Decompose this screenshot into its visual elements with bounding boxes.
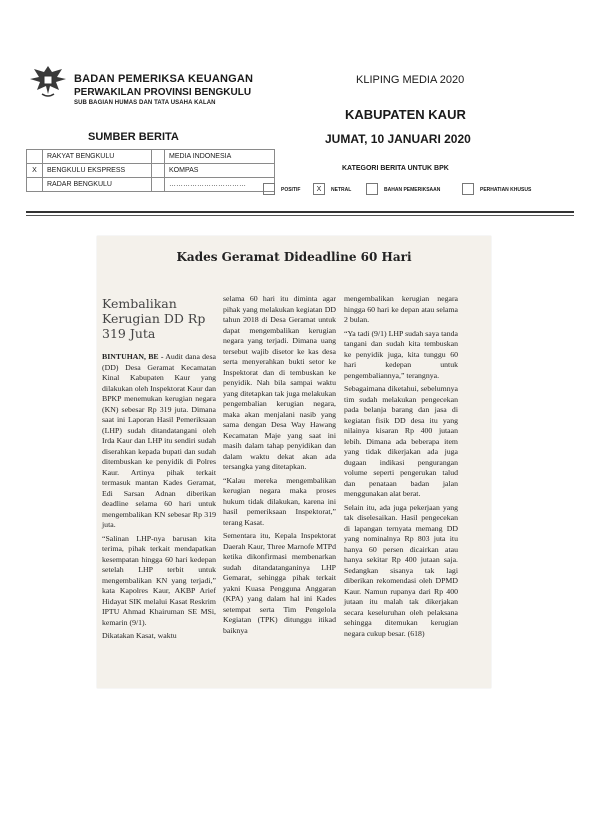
source-mark [152,164,165,178]
source-name: …………………………… [165,178,275,192]
source-mark [152,150,165,164]
category-label-positif: POSITIF [281,187,301,193]
paragraph: Selain itu, ada juga pekerjaan yang tak diselesaikan. Hasil pengecekan di lapangan ternyata memang DD yang nominalnya Rp 803 juta itu hanya 60 persen dicairkan atau hanya sekitar Rp 400 jutaan saja. Sedangkan sisanya tak lagi diberikan rekomendasi oleh DPMD Kaur. Namun rupanya dari Rp 400 jutaan itu malah tak dikerjakan secara keseluruhan oleh pelaksana sehingga ditemukan kerugian negara cukup besar. (618) [344,502,458,638]
paragraph: mengembalikan kerugian negara hingga 60 hari ke depan atau selama 2 bulan. [344,294,458,324]
region-title: KABUPATEN KAUR [345,107,466,122]
garuda-emblem-icon [28,60,68,100]
source-mark [152,178,165,192]
paragraph-text: Audit dana desa (DD) Desa Geramat Kecamatan Kinal Kabupaten Kaur yang dilakukan oleh Inspektorat Kaur dan BPKP menemukan kerugian negara (KN) sebesar Rp 319 juta. Dimana saat ini Laporan Hasil Pemeriksaan (LHP) sudah ditandatangani oleh Irda Kaur dan LHP itu sendiri sudah diserahkan kepada bupati dan sudah ditembuskan ke penyidik di Polres Kaur. Artinya pihak terkait termasuk mantan Kades Geramat, Edi Sarsan Adnan diberikan deadline selama 60 hari untuk mengembalikan KN sebesar Rp 319 juta. [102,352,216,529]
source-mark: X [27,164,43,178]
header-divider [26,215,574,216]
org-name: BADAN PEMERIKSA KEUANGAN [74,73,254,85]
sources-table [26,149,275,192]
source-row [27,150,275,164]
article-column-2 [223,294,336,636]
source-row [27,164,275,178]
category-checkbox-bahan-pemeriksaan[interactable] [366,183,378,195]
article-column-3 [344,294,458,639]
article-headline: Kades Geramat Dideadline 60 Hari [176,250,412,264]
dateline: BINTUHAN, BE - [102,352,164,361]
category-label-bahan-pemeriksaan: BAHAN PEMERIKSAAN [384,187,441,193]
paragraph: Sebagaimana diketahui, sebelumnya tim sudah melakukan pengecekan pada belanja barang dan jasa di kegiatan fisik DD desa itu yang nilainya kisaran Rp 400 jutaan lebih. Dimana ada beberapa item yang tidak dikerjakan ada juga dugaan indikasi pengurangan volume seperti pengerukan talud dan penataan badan jalan menggunakan alat berat. [344,384,458,498]
header-divider [26,211,574,213]
paragraph: Dikatakan Kasat, waktu [102,631,177,640]
category-title: KATEGORI BERITA UNTUK BPK [342,165,449,172]
paragraph: “Ya tadi (9/1) LHP sudah saya tanda tangani dan sudah kita tembuskan ke penyidik juga, kita tunggu 60 hari kedepan untuk pengembaliannya,” terangnya. [344,328,458,380]
org-branch: PERWAKILAN PROVINSI BENGKULU [74,87,252,98]
paragraph: selama 60 hari itu diminta agar pihak yang melakukan kegiatan DD tahun 2018 di Desa Geramat untuk dapat mengembalikan kerugian negara yang terjadi. Dimana uang tersebut wajib disetor ke kas desa serta menyerahkan bukti setor ke Inspektorat dan di tembuskan ke penyidik. Nah bila sampai waktu yang ditetapkan tak juga melakukan pengembalian kerugian negara, maka akan menjalani nasib yang sama dengan Desa Way Hawang Kecamatan Maje yang saat ini masih dalam tahap penyidikan dan dalam waktu dekat akan ada tersangka yang ditetapkan. [223,294,336,471]
source-name: KOMPAS [165,164,275,178]
paragraph: “Kalau mereka mengembalikan kerugian negara maka proses hukum tidak dilakukan, karena ini hasil pemeriksaan Inspektorat,” terang Kasat. [223,475,336,527]
source-mark [27,150,43,164]
article-column-1 [102,352,216,642]
source-name: RAKYAT BENGKULU [43,150,152,164]
clipping-date: JUMAT, 10 JANUARI 2020 [325,132,471,146]
paragraph [102,352,216,531]
source-row [27,178,275,192]
category-label-netral: NETRAL [331,187,352,193]
org-subdivision: SUB BAGIAN HUMAS DAN TATA USAHA KALAN [74,100,216,106]
category-checkbox-netral[interactable]: X [313,183,325,195]
paragraph: “Salinan LHP-nya barusan kita terima, pihak terkait mendapatkan kesempatan hingga 60 hari kedepan setelah LHP terbit untuk mengembalikan KN yang terjadi,” kata Kapolres Kaur, AKBP Arief Hidayat SIK melalui Kasat Reskrim IPTU Ahmad Khairuman SE MSi, kemarin (9/1). [102,533,216,627]
category-checkbox-perhatian-khusus[interactable] [462,183,474,195]
sources-title: SUMBER BERITA [88,131,179,143]
source-name: MEDIA INDONESIA [165,150,275,164]
category-label-perhatian-khusus: PERHATIAN KHUSUS [480,187,532,193]
category-checkbox-positif[interactable] [263,183,275,195]
source-name: RADAR BENGKULU [43,178,152,192]
source-mark [27,178,43,192]
article-subhead: Kembalikan Kerugian DD Rp 319 Juta [102,296,206,341]
paragraph: Sementara itu, Kepala Inspektorat Daerah Kaur, Three Marnofe MTPd ketika dikonfirmasi membenarkan sudah ditandatanganinya LHP Gemarat, sehingga pihak terkait yakni Kuasa Pengguna Anggaran (KPA) yang dalam hal ini Kades setempat serta Tim Pengelola Kegiatan (TPK) ditunggu itikad baiknya [223,531,336,635]
source-name: BENGKULU EKSPRESS [43,164,152,178]
clipping-title: KLIPING MEDIA 2020 [356,74,465,86]
